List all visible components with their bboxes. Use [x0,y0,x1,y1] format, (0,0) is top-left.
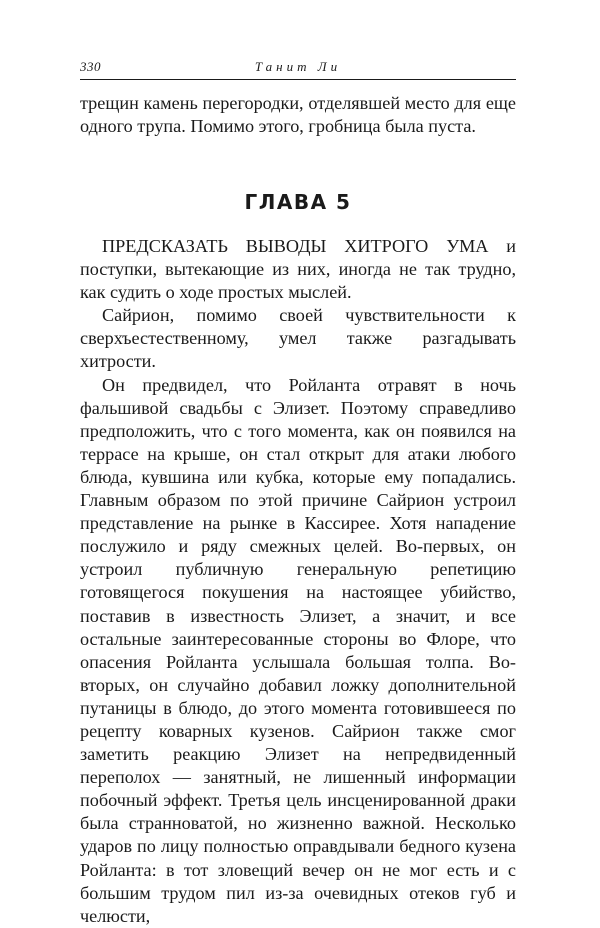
chapter-title: ГЛАВА 5 [244,190,352,214]
running-head [80,57,516,77]
running-title: Танит Ли [254,59,342,74]
continuation-paragraph [80,92,516,138]
paragraph: Он предвидел, что Ройланта отравят в ночь фальшивой свадьбы с Элизет. Поэтому справедливо предположить, что с того момента, как он появился на террасе на крыше, он стал открыт для атаки любого блюда, кувшина или кубка, которые ему попадались. Главным образом по этой причине Сайрион устроил представление на рынке в Кассирее. Хотя нападение послужило и ряду смежных целей. Во-первых, он устроил публичную генеральную репетицию готовящегося покушения на настоящее убийство, поставив в известность Элизет, а значит, и все остальные заинтересованные стороны во Флоре, что опасения Ройланта услышала большая толпа. Во-вторых, он случайно добавил ложку дополнительной путаницы в блюдо, до этого момента готовившееся по рецепту коварных кузенов. Сайрион также смог заметить реакцию Элизет на непредвиденный переполох — занятный, не лишенный информации побочный эффект. Третья цель инсценированной драки была странноватой, но жизненно важной. Несколько ударов по лицу полностью оправдывали бедного кузена Ройланта: в тот зловещий вечер он не мог есть и с большим трудом пил из-за очевидных отеков губ и челюсти, [80,374,516,926]
paragraph: ПРЕДСКАЗАТЬ ВЫВОДЫ ХИТРОГО УМА и поступки, вытекающие из них, иногда не так трудно, как судить о ходе простых мыслей. [80,236,516,303]
page-number: 330 [80,59,101,74]
header-rule [80,79,516,80]
paragraph: трещин камень перегородки, отделявшей место для еще одного трупа. Помимо этого, гробница была пуста. [80,93,516,137]
paragraph: Сайрион, помимо своей чувствительности к сверхъестественному, умел также разгадывать хитрости. [80,305,516,372]
chapter-body [80,235,516,928]
